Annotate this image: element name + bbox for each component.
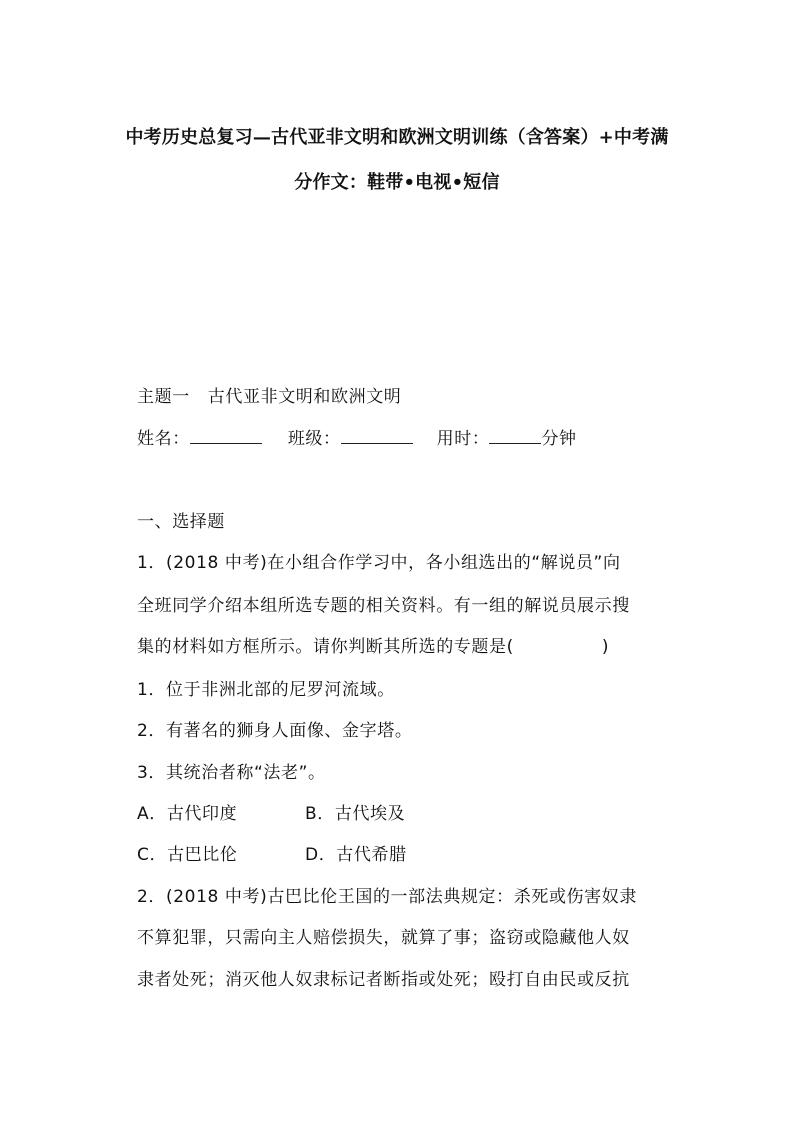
question-2-line-3: 隶者处死；消灭他人奴隶标记者断指或处死；殴打自由民或反抗 xyxy=(137,970,630,990)
class-label: 班级： xyxy=(287,429,341,449)
student-info-row xyxy=(137,424,577,449)
question-1-material-2: 2．有著名的狮身人面像、金字塔。 xyxy=(137,721,413,741)
question-1-option-c[interactable]: C．古巴比伦 xyxy=(137,845,238,865)
time-unit: 分钟 xyxy=(541,429,577,449)
question-1-line-3: 集的材料如方框所示。请你判断其所选的专题是( ) xyxy=(137,637,610,657)
question-2-line-1: 2．(2018 中考)古巴比伦王国的一部法典规定：杀死或伤害奴隶 xyxy=(137,887,637,907)
question-2-line-2: 不算犯罪，只需向主人赔偿损失，就算了事；盗窃或隐藏他人奴 xyxy=(137,928,630,948)
topic-heading: 主题一 古代亚非文明和欧洲文明 xyxy=(137,387,402,407)
question-1-line-1: 1．(2018 中考)在小组合作学习中，各小组选出的“解说员”向 xyxy=(137,553,621,573)
question-1-option-b[interactable]: B．古代埃及 xyxy=(305,804,406,824)
section-heading: 一、选择题 xyxy=(137,512,225,532)
time-label: 用时： xyxy=(436,429,490,449)
question-1-option-a[interactable]: A．古代印度 xyxy=(137,804,238,824)
document-title-line-1: 中考历史总复习—古代亚非文明和欧洲文明训练（含答案）+中考满 xyxy=(125,127,669,148)
document-title-line-2: 分作文：鞋带•电视•短信 xyxy=(294,172,500,193)
question-1-material-1: 1．位于非洲北部的尼罗河流域。 xyxy=(137,680,395,700)
question-1-option-d[interactable]: D．古代希腊 xyxy=(305,845,407,865)
name-label: 姓名： xyxy=(137,429,190,449)
class-blank[interactable] xyxy=(341,429,413,444)
question-1-material-3: 3．其统治者称“法老”。 xyxy=(137,763,326,783)
question-1-line-2: 全班同学介绍本组所选专题的相关资料。有一组的解说员展示搜 xyxy=(137,596,630,616)
name-blank[interactable] xyxy=(190,429,262,444)
time-blank[interactable] xyxy=(489,429,541,444)
